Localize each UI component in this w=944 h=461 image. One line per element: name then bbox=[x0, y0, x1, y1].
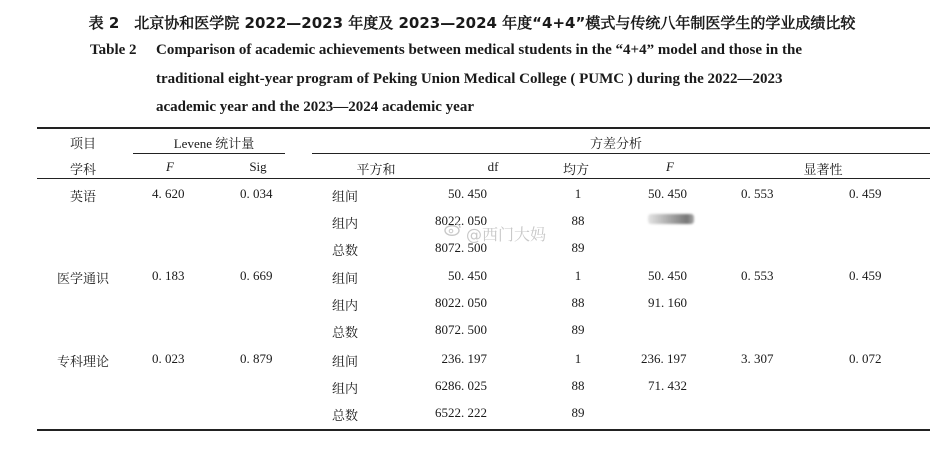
levene-f-cell: 0. 023 bbox=[152, 351, 185, 366]
source-cell: 总数 bbox=[332, 326, 359, 341]
source-cell: 组内 bbox=[332, 217, 359, 232]
anova-f-cell: 3. 307 bbox=[741, 351, 774, 366]
mean-square-cell: 50. 450 bbox=[648, 186, 687, 201]
sum-of-squares-cell: 236. 197 bbox=[441, 351, 487, 366]
levene-group-rule bbox=[133, 153, 285, 154]
df-cell: 88 bbox=[571, 213, 585, 228]
mean-square-cell: 71. 432 bbox=[648, 378, 687, 393]
table-label-en: Table 2 bbox=[90, 42, 137, 58]
header-mean-square: 均方 bbox=[562, 163, 590, 178]
levene-f-cell: 0. 183 bbox=[152, 268, 185, 283]
sum-of-squares-cell: 8072. 500 bbox=[435, 322, 487, 337]
header-df: df bbox=[487, 159, 499, 174]
header-significance: 显著性 bbox=[803, 163, 843, 178]
df-cell: 88 bbox=[571, 378, 585, 393]
mean-square-cell: 236. 197 bbox=[641, 351, 687, 366]
sum-of-squares-cell: 8022. 050 bbox=[435, 213, 487, 228]
weibo-watermark-icon bbox=[444, 222, 462, 236]
df-cell: 89 bbox=[571, 405, 585, 420]
sum-of-squares-cell: 8022. 050 bbox=[435, 295, 487, 310]
header-bottom-rule bbox=[37, 178, 930, 179]
mean-square-cell: 50. 450 bbox=[648, 268, 687, 283]
header-item: 项目 bbox=[69, 137, 97, 152]
significance-cell: 0. 459 bbox=[849, 186, 882, 201]
table-caption-en-line: traditional eight-year program of Peking Union Medical College ( PUMC ) during the 2022—2023 bbox=[156, 71, 783, 87]
sum-of-squares-cell: 50. 450 bbox=[448, 186, 487, 201]
header-levene: Levene 统计量 bbox=[173, 136, 255, 151]
anova-f-cell: 0. 553 bbox=[741, 186, 774, 201]
levene-f-cell: 4. 620 bbox=[152, 186, 185, 201]
anova-group-rule bbox=[312, 153, 930, 154]
sum-of-squares-cell: 6286. 025 bbox=[435, 378, 487, 393]
subject-cell: 英语 bbox=[69, 190, 97, 205]
source-cell: 总数 bbox=[332, 409, 359, 424]
levene-sig-cell: 0. 879 bbox=[240, 351, 273, 366]
table-bottom-rule bbox=[37, 429, 930, 431]
sum-of-squares-cell: 50. 450 bbox=[448, 268, 487, 283]
subject-cell: 专科理论 bbox=[56, 355, 110, 370]
table-caption-en-line: academic year and the 2023—2024 academic year bbox=[156, 99, 474, 115]
significance-cell: 0. 459 bbox=[849, 268, 882, 283]
source-cell: 组间 bbox=[332, 355, 359, 370]
header-levene-f: F bbox=[166, 159, 174, 174]
source-cell: 组内 bbox=[332, 299, 359, 314]
levene-sig-cell: 0. 669 bbox=[240, 268, 273, 283]
df-cell: 89 bbox=[571, 322, 585, 337]
levene-sig-cell: 0. 034 bbox=[240, 186, 273, 201]
df-cell: 1 bbox=[574, 351, 582, 366]
mean-square-cell: 91. 160 bbox=[648, 295, 687, 310]
header-anova: 方差分析 bbox=[589, 137, 643, 152]
significance-cell: 0. 072 bbox=[849, 351, 882, 366]
subject-cell: 医学通识 bbox=[56, 272, 110, 287]
header-anova-f: F bbox=[666, 159, 674, 174]
header-levene-sig: Sig bbox=[249, 159, 267, 174]
table-caption-en-line: Comparison of academic achievements between medical students in the “4+4” model and those in the bbox=[156, 42, 803, 58]
source-cell: 总数 bbox=[332, 244, 359, 259]
source-cell: 组间 bbox=[332, 272, 359, 287]
header-subject: 学科 bbox=[69, 163, 97, 178]
source-cell: 组间 bbox=[332, 190, 359, 205]
table-caption-cn: 表 2 北京协和医学院 2022—2023 年度及 2023—2024 年度“4+4”模式与传统八年制医学生的学业成绩比较 bbox=[88, 14, 856, 32]
watermark-text: @西门大妈 bbox=[466, 225, 547, 244]
sum-of-squares-cell: 8072. 500 bbox=[435, 240, 487, 255]
source-cell: 组内 bbox=[332, 382, 359, 397]
df-cell: 88 bbox=[571, 295, 585, 310]
table-top-rule bbox=[37, 127, 930, 129]
df-cell: 1 bbox=[574, 268, 582, 283]
df-cell: 89 bbox=[571, 240, 585, 255]
blurred-redaction bbox=[648, 214, 694, 224]
anova-f-cell: 0. 553 bbox=[741, 268, 774, 283]
header-sum-of-squares: 平方和 bbox=[356, 163, 396, 178]
sum-of-squares-cell: 6522. 222 bbox=[435, 405, 487, 420]
df-cell: 1 bbox=[574, 186, 582, 201]
